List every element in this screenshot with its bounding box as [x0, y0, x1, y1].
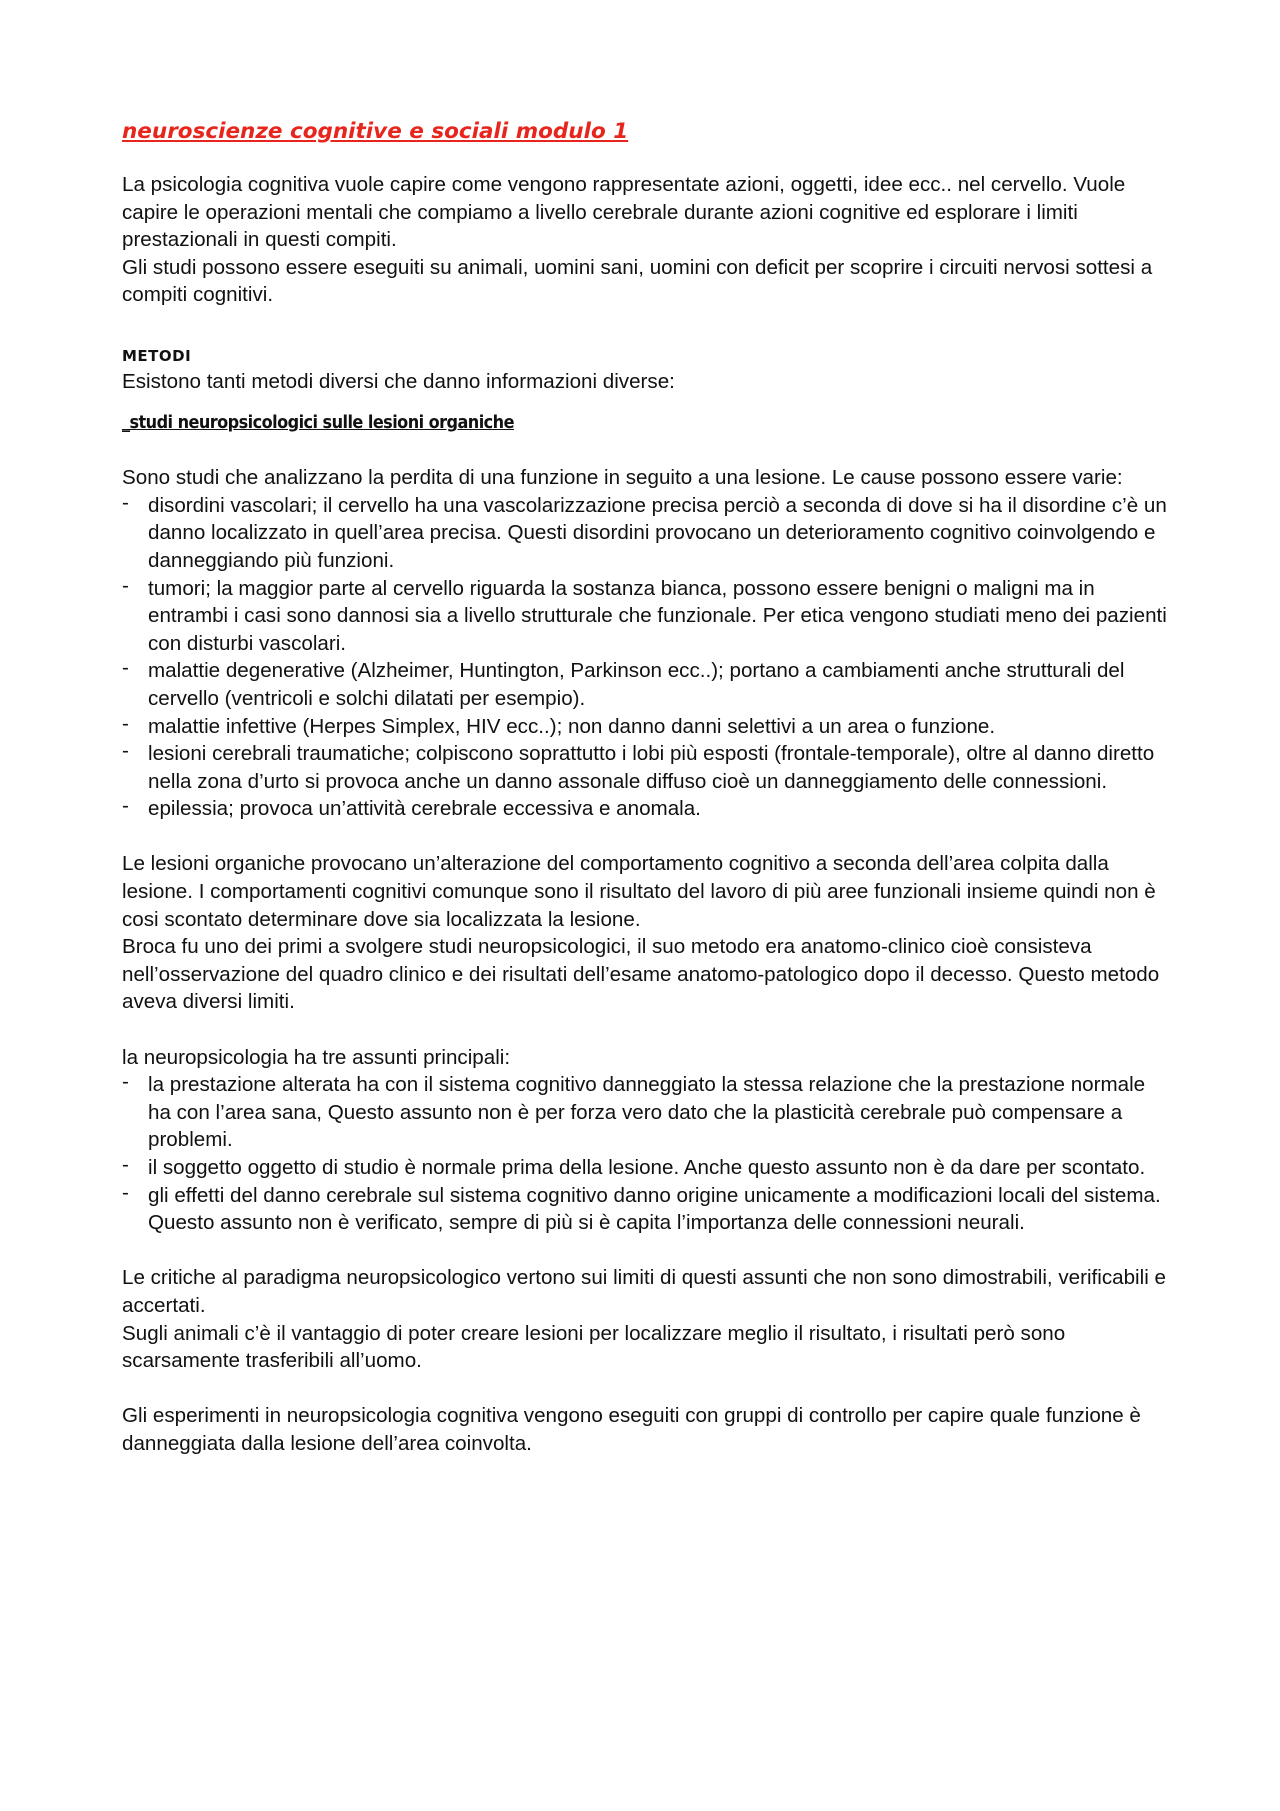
list-item — [122, 713, 1167, 741]
spacer — [122, 1016, 1167, 1044]
list-item — [122, 492, 1167, 575]
dash-marker: - — [122, 739, 129, 763]
assumptions-list — [122, 1071, 1167, 1237]
list-item-text: malattie degenerative (Alzheimer, Huntington, Parkinson ecc..); portano a cambiamenti anche strutturali del cervello (ventricoli e solchi dilatati per esempio). — [148, 659, 1125, 710]
lesion-paragraph-1: Le lesioni organiche provocano un’alterazione del comportamento cognitivo a seconda dell’area colpita dalla lesione. I comportamenti cognitivi comunque sono il risultato del lavoro di più aree funzionali insieme quindi non è cosi scontato determinare dove sia localizzata la lesione. — [122, 852, 1156, 931]
subsection-intro: Sono studi che analizzano la perdita di una funzione in seguito a una lesione. Le cause possono essere varie: — [122, 466, 1123, 490]
spacer — [122, 1375, 1167, 1403]
dash-marker: - — [122, 573, 129, 597]
section-heading-metodi: METODI — [122, 346, 192, 365]
list-item — [122, 1071, 1167, 1154]
document-title: neuroscienze cognitive e sociali modulo 1 — [122, 119, 629, 144]
dash-marker: - — [122, 490, 129, 514]
dash-marker: - — [122, 794, 129, 818]
list-item-text: gli effetti del danno cerebrale sul sistema cognitivo danno origine unicamente a modificazioni locali del sistema. Questo assunto non è verificato, sempre di più si è capita l’importanza delle connessioni neurali. — [148, 1183, 1161, 1235]
assumptions-intro: la neuropsicologia ha tre assunti principali: — [122, 1045, 511, 1069]
document-page — [122, 118, 1167, 1458]
list-item-text: il soggetto oggetto di studio è normale prima della lesione. Anche questo assunto non è da dare per scontato. — [148, 1156, 1146, 1179]
list-item-text: disordini vascolari; il cervello ha una vascolarizzazione precisa perciò a seconda di dove si ha il disordine c’è un danno localizzato in quell’area precisa. Questi disordini provocano un deterioramento cognitivo coinvolgendo e danneggiando più funzioni. — [148, 493, 1167, 572]
list-item-text: la prestazione alterata ha con il sistema cognitivo danneggiato la stessa relazione che la prestazione normale ha con l’area sana, Questo assunto non è per forza vero dato che la plasticità cerebrale può compensare a problemi. — [148, 1073, 1146, 1152]
list-item-text: malattie infettive (Herpes Simplex, HIV ecc..); non danno danni selettivi a un area o funzione. — [148, 714, 996, 738]
dash-marker: - — [122, 1070, 129, 1094]
spacer — [122, 823, 1167, 851]
list-item — [122, 657, 1167, 712]
list-item — [122, 1182, 1167, 1237]
dash-marker: - — [122, 711, 129, 735]
list-item — [122, 795, 1167, 823]
list-item-text: tumori; la maggior parte al cervello riguarda la sostanza bianca, possono essere benigni o maligni ma in entrambi i casi sono dannosi sia a livello strutturale che funzionale. Per etica vengono studiati meno dei pazienti con disturbi vascolari. — [148, 576, 1167, 655]
list-item — [122, 575, 1167, 658]
intro-paragraph-1: La psicologia cognitiva vuole capire come vengono rappresentate azioni, oggetti, idee ecc.. nel cervello. Vuole capire le operazioni mentali che compiamo a livello cerebrale durante azioni cognitive ed esplorare i limiti prestazionali in questi compiti. — [122, 173, 1126, 252]
list-item-text: epilessia; provoca un’attività cerebrale eccessiva e anomala. — [148, 797, 701, 821]
list-item — [122, 740, 1167, 795]
critique-paragraph-2: Sugli animali c’è il vantaggio di poter creare lesioni per localizzare meglio il risultato, i risultati però sono scarsamente trasferibili all’uomo. — [122, 1321, 1066, 1373]
spacer — [122, 1237, 1167, 1265]
dash-marker: - — [122, 656, 129, 680]
spacer — [122, 309, 1167, 337]
metodi-text: Esistono tanti metodi diversi che danno informazioni diverse: — [122, 369, 675, 393]
subsection-heading: _studi neuropsicologici sulle lesioni organiche — [122, 413, 514, 434]
list-item-text: lesioni cerebrali traumatiche; colpiscono soprattutto i lobi più esposti (frontale-temporale), oltre al danno diretto nella zona d’urto si provoca anche un danno assonale diffuso cioè un danneggiamento delle connessioni. — [148, 742, 1155, 793]
critique-paragraph-1: Le critiche al paradigma neuropsicologico vertono sui limiti di questi assunti che non sono dimostrabili, verificabili e accertati. — [122, 1266, 1166, 1317]
intro-paragraph-2: Gli studi possono essere eseguiti su animali, uomini sani, uomini con deficit per scoprire i circuiti nervosi sottesi a compiti cognitivi. — [122, 255, 1153, 307]
lesion-paragraph-2: Broca fu uno dei primi a svolgere studi neuropsicologici, il suo metodo era anatomo-clinico cioè consisteva nell’osservazione del quadro clinico e dei risultati dell’esame anatomo-patologico dopo il decesso. Questo metodo aveva diversi limiti. — [122, 935, 1160, 1014]
experiments-paragraph: Gli esperimenti in neuropsicologia cognitiva vengono eseguiti con gruppi di controllo per capire quale funzione è danneggiata dalla lesione dell’area coinvolta. — [122, 1404, 1141, 1455]
dash-marker: - — [122, 1153, 129, 1176]
causes-list — [122, 492, 1167, 823]
list-item — [122, 1154, 1167, 1182]
dash-marker: - — [122, 1180, 129, 1204]
